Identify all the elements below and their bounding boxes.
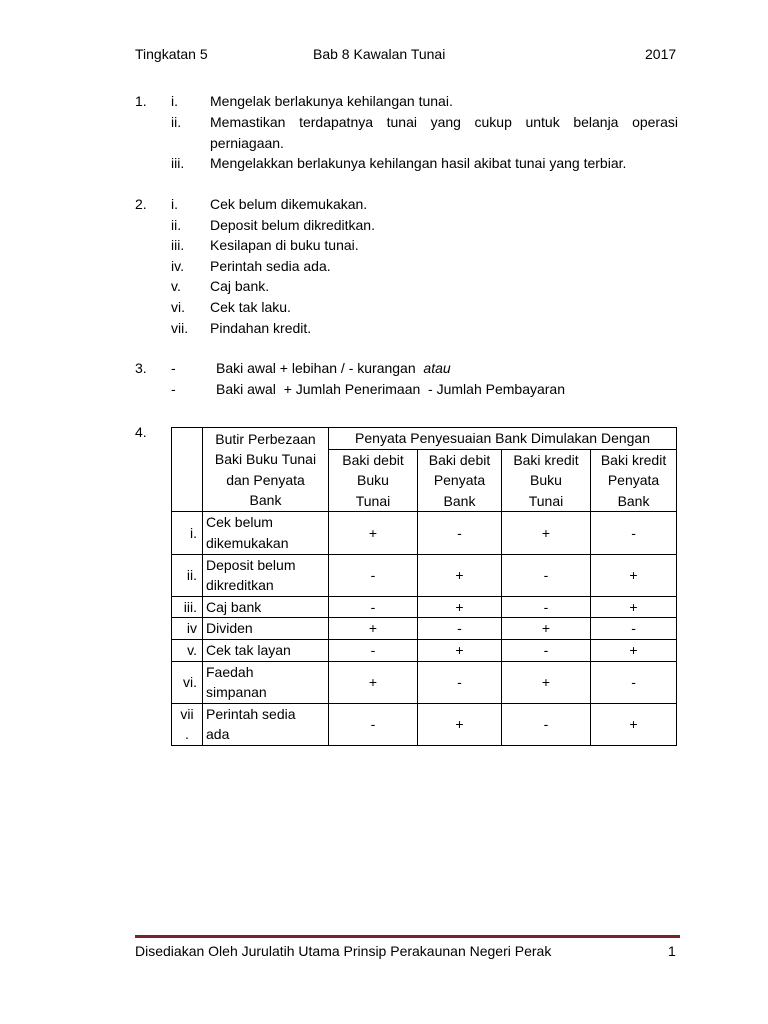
item-roman: v. xyxy=(171,278,181,294)
answer-text: Deposit belum dikreditkan. xyxy=(210,217,375,233)
question-number: 4. xyxy=(135,424,147,440)
sign-cell: - xyxy=(591,618,677,640)
row-item: Perintah sedia ada xyxy=(203,703,329,745)
sign-cell: + xyxy=(329,618,418,640)
table-row xyxy=(172,618,677,640)
item-dash: - xyxy=(171,360,176,376)
subheader-debit-statement: Baki debit Penyata Bank xyxy=(418,449,502,512)
sign-cell: + xyxy=(591,639,677,661)
table-row xyxy=(172,661,677,703)
table-header-row xyxy=(172,428,677,450)
item-roman: i. xyxy=(171,93,178,109)
item-roman: iv. xyxy=(171,258,184,274)
answer-text: Perintah sedia ada. xyxy=(210,258,331,274)
row-number: iii. xyxy=(172,596,203,618)
sign-cell: - xyxy=(591,512,677,554)
item-roman: i. xyxy=(171,196,178,212)
item-roman: ii. xyxy=(171,114,182,130)
row-number: ii. xyxy=(172,554,203,596)
sign-cell: + xyxy=(502,618,591,640)
sign-cell: - xyxy=(502,703,591,745)
bank-reconciliation-table xyxy=(171,427,677,746)
header-year: 2017 xyxy=(645,46,677,62)
header-group-title: Penyata Penyesuaian Bank Dimulakan Dengan xyxy=(329,428,677,450)
answer-text: Mengelakkan berlakunya kehilangan hasil akibat tunai yang terbiar. xyxy=(210,155,627,171)
header-form-level: Tingkatan 5 xyxy=(135,46,208,62)
sign-cell: + xyxy=(329,661,418,703)
table-row xyxy=(172,703,677,745)
formula-main: Baki awal + lebihan / - kurangan xyxy=(216,360,416,376)
sign-cell: - xyxy=(502,554,591,596)
sign-cell: + xyxy=(418,639,502,661)
sign-cell: - xyxy=(329,703,418,745)
table-row xyxy=(172,639,677,661)
sign-cell: - xyxy=(502,596,591,618)
row-number: vii . xyxy=(172,703,203,745)
answer-text: Kesilapan di buku tunai. xyxy=(210,237,359,253)
header-difference-items: Butir Perbezaan Baki Buku Tunai dan Penyata Bank xyxy=(203,428,329,512)
subheader-credit-statement: Baki kredit Penyata Bank xyxy=(591,449,677,512)
answer-text: Memastikan terdapatnya tunai yang cukup untuk belanja operasi xyxy=(210,114,678,130)
row-number: v. xyxy=(172,639,203,661)
formula-text: Baki awal + Jumlah Penerimaan - Jumlah Pembayaran xyxy=(216,381,566,397)
sign-cell: + xyxy=(418,554,502,596)
answer-text: Caj bank. xyxy=(210,278,270,294)
sign-cell: - xyxy=(418,512,502,554)
sign-cell: - xyxy=(591,661,677,703)
footer-divider xyxy=(135,935,680,938)
row-item: Cek belum dikemukakan xyxy=(203,512,329,554)
table-row xyxy=(172,596,677,618)
sign-cell: + xyxy=(502,512,591,554)
subheader-credit-cashbook: Baki kredit Buku Tunai xyxy=(502,449,591,512)
row-number: vi. xyxy=(172,661,203,703)
row-item: Deposit belum dikreditkan xyxy=(203,554,329,596)
item-dash: - xyxy=(171,381,176,397)
sign-cell: - xyxy=(329,554,418,596)
question-number: 2. xyxy=(135,196,147,212)
question-number: 1. xyxy=(135,93,147,109)
item-roman: iii. xyxy=(171,155,185,171)
row-number: iv xyxy=(172,618,203,640)
sign-cell: + xyxy=(418,703,502,745)
formula-conjunction: atau xyxy=(423,360,451,376)
sign-cell: - xyxy=(418,618,502,640)
row-item: Caj bank xyxy=(203,596,329,618)
sign-cell: - xyxy=(502,639,591,661)
sign-cell: + xyxy=(591,703,677,745)
answer-text: Cek tak laku. xyxy=(210,299,291,315)
page-number: 1 xyxy=(668,943,676,959)
header-chapter-title: Bab 8 Kawalan Tunai xyxy=(313,46,446,62)
sign-cell: + xyxy=(591,596,677,618)
sign-cell: + xyxy=(418,596,502,618)
answer-text: Mengelak berlakunya kehilangan tunai. xyxy=(210,93,453,109)
sign-cell: + xyxy=(329,512,418,554)
sign-cell: - xyxy=(329,596,418,618)
subheader-debit-cashbook: Baki debit Buku Tunai xyxy=(329,449,418,512)
item-roman: ii. xyxy=(171,217,182,233)
sign-cell: - xyxy=(418,661,502,703)
answer-text: Pindahan kredit. xyxy=(210,320,312,336)
sign-cell: + xyxy=(591,554,677,596)
item-roman: vi. xyxy=(171,299,185,315)
row-item: Cek tak layan xyxy=(203,639,329,661)
footer-credit: Disediakan Oleh Jurulatih Utama Prinsip Perakaunan Negeri Perak xyxy=(135,943,552,959)
row-item: Dividen xyxy=(203,618,329,640)
row-item: Faedah simpanan xyxy=(203,661,329,703)
item-roman: iii. xyxy=(171,237,185,253)
sign-cell: - xyxy=(329,639,418,661)
item-roman: vii. xyxy=(171,320,189,336)
row-number: i. xyxy=(172,512,203,554)
table-row xyxy=(172,554,677,596)
sign-cell: + xyxy=(502,661,591,703)
answer-text-continued: perniagaan. xyxy=(210,135,284,151)
question-number: 3. xyxy=(135,360,147,376)
formula-text xyxy=(216,360,451,376)
answer-text: Cek belum dikemukakan. xyxy=(210,196,368,212)
table-row xyxy=(172,512,677,554)
header-blank-cell xyxy=(172,428,203,512)
